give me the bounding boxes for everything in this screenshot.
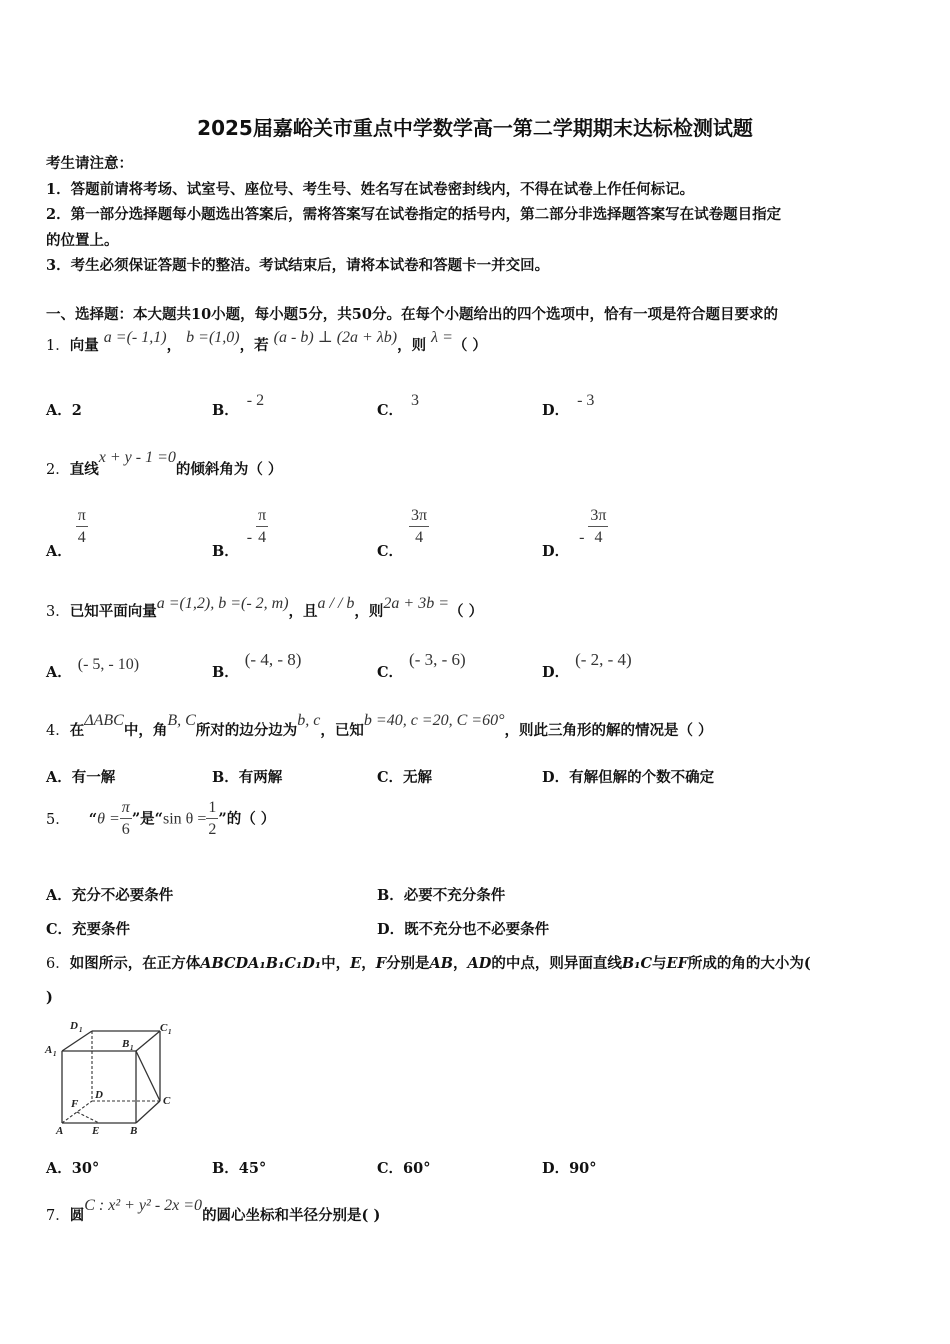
fraction [409,506,429,549]
option-label: C． [377,769,404,786]
math-expr: EF [666,955,688,972]
option-value: - 2 [246,392,265,409]
option-label: B． [212,402,239,419]
option-label: D． [542,542,570,560]
option-value: 有两解 [238,769,283,786]
option-value: (- 3, - 6) [409,650,466,669]
q-text: ， [453,955,468,972]
option-label: A． [46,402,72,419]
option-label: D． [377,921,405,938]
math-expr: θ = [97,810,120,828]
option-value: 60° [403,1160,431,1177]
option-d[interactable] [542,766,714,787]
option-label: B． [212,1160,239,1177]
q-text: 的圆心坐标和半径分别是( ) [202,1207,381,1224]
fraction [120,798,132,841]
q-text: ，且 [288,603,318,620]
segment-ef [77,1112,99,1123]
option-c[interactable] [46,918,130,939]
math-expr: B₁C [621,955,653,972]
label-sub: 1 [79,1026,83,1034]
cube-figure [40,1015,190,1140]
q-text: ，则 [397,337,427,354]
question-1 [46,329,487,355]
option-a[interactable] [46,656,140,682]
option-label: C． [377,402,404,419]
numerator: π [76,506,88,527]
math-expr: F [375,955,387,972]
label-e: E [92,1125,100,1137]
option-b[interactable] [212,506,268,560]
math-expr: AB [429,955,454,972]
option-b[interactable] [212,1157,266,1178]
sign: - [579,528,585,546]
question-3 [46,595,484,621]
option-label: C． [46,921,73,938]
option-c[interactable] [377,392,420,420]
option-value: (- 5, - 10) [77,656,140,673]
denominator: 4 [77,529,86,546]
fraction [206,798,218,841]
option-value: 既不充分也不必要条件 [404,921,550,938]
math-expr: b =40, c =20, C =60° [363,712,505,729]
math-expr: E [350,955,362,972]
option-d[interactable] [542,650,632,682]
option-value: - 3 [577,392,595,409]
q-text: 已知平面向量 [69,603,157,620]
label-d1: D [70,1020,78,1032]
option-value: 无解 [403,769,433,786]
label-c: C [163,1095,171,1107]
q-text: 与 [652,955,667,972]
option-c[interactable] [377,650,466,682]
label-d: D [95,1089,103,1101]
q-text: 中， [321,955,351,972]
edge [136,1101,160,1123]
option-d[interactable] [542,506,608,560]
notice-line-3: 3．考生必须保证答题卡的整洁。考试结束后，请将本试卷和答题卡一并交回。 [46,257,550,274]
option-label: A． [46,542,72,560]
denominator: 4 [594,529,603,546]
question-number: 2． [46,462,70,478]
math-expr: λ = [431,329,453,346]
math-expr: a =(1,2), b =(- 2, m) [156,595,289,612]
option-label: A． [46,1160,72,1177]
option-b[interactable] [212,766,282,787]
notice-line-1: 1．答题前请将考场、试室号、座位号、考生号、姓名写在试卷密封线内，不得在试卷上作任何标记。 [46,181,695,198]
option-value: 充分不必要条件 [71,887,174,904]
option-label: B． [212,542,239,560]
numerator: 3π [409,506,429,527]
math-expr: b =(1,0) [186,329,240,346]
option-a[interactable] [46,506,88,560]
option-label: B． [212,664,239,681]
fraction [76,506,88,549]
q-text: 在 [69,722,85,739]
q-text: 直线 [69,461,99,478]
q-text: 圆 [69,1207,85,1224]
denominator: 4 [415,529,424,546]
q-text: 向量 [69,337,99,354]
q-text: ， [361,955,376,972]
option-c[interactable] [377,506,429,560]
q-text: ，已知 [320,722,364,739]
label-sub: 1 [53,1050,57,1058]
option-value: 90° [569,1160,597,1177]
option-label: D． [542,402,570,419]
question-number: 7． [46,1208,70,1224]
option-a[interactable] [46,399,82,420]
label-sub: 1 [130,1044,134,1052]
q-text: “ [88,810,98,828]
option-value: 45° [238,1160,267,1177]
option-label: A． [46,887,72,904]
option-c[interactable] [377,1157,430,1178]
math-expr: C : x² + y² - 2x =0 [84,1197,203,1214]
math-expr: (a - b) ⊥ (2a + λb) [273,329,398,346]
fraction [588,506,608,549]
option-label: A． [46,769,72,786]
denominator: 2 [208,821,217,838]
option-b[interactable] [377,884,505,905]
label-c1: C [160,1022,168,1034]
option-value: 2 [71,402,82,419]
option-value: 充要条件 [72,921,131,938]
q-text: 所成的角的大小为( [687,955,811,972]
question-number: 3． [46,604,70,620]
q-text: 的倾斜角为（ ） [175,461,283,478]
option-value: 30° [71,1160,100,1177]
option-label: B． [377,887,404,904]
notice-heading: 考生请注意： [46,155,133,172]
question-number: 4． [46,723,70,739]
q-text: ，则此三角形的解的情况是（ ） [504,722,713,739]
option-label: D． [542,664,570,681]
math-expr: a =(- 1,1) [103,329,167,346]
math-expr: sin θ = [163,810,207,828]
q-text: ”的（ ） [218,810,276,828]
label-sub: 1 [168,1028,172,1036]
math-expr: AD [467,955,492,972]
option-label: B． [212,769,239,786]
q-text: ，则 [354,603,384,620]
q-text: 如图所示，在正方体 [69,955,201,972]
option-d[interactable] [542,1157,597,1178]
option-value: (- 2, - 4) [575,650,632,669]
option-value: 有一解 [71,769,116,786]
option-a[interactable] [46,766,115,787]
q-text: ， [166,337,182,354]
math-expr: B, C [167,712,196,729]
q-text: ，若 [239,337,269,354]
denominator: 6 [121,821,130,838]
math-expr: a / / b [317,595,355,612]
question-6 [46,952,811,973]
option-b[interactable] [212,392,265,420]
numerator: 1 [206,798,218,819]
sign: - [246,528,253,546]
question-2 [46,449,283,479]
option-label: C． [377,1160,404,1177]
diagonal-b1c [136,1051,160,1101]
option-label: D． [542,1160,570,1177]
option-b[interactable] [212,650,302,682]
q-text: 分别是 [386,955,430,972]
q-text: 中，角 [123,722,168,739]
question-number: 1． [46,338,70,354]
label-a: A [56,1125,64,1137]
numerator: π [120,798,132,819]
label-a1: A [45,1044,53,1056]
option-d[interactable] [542,392,595,420]
label-b: B [130,1125,138,1137]
question-5 [46,798,275,841]
option-value: 必要不充分条件 [403,887,506,904]
label-b1: B [122,1038,130,1050]
math-expr: ΔABC [84,712,124,729]
label-f: F [71,1098,79,1110]
option-a[interactable] [46,884,173,905]
question-6-close: ) [46,989,53,1006]
numerator: π [256,506,268,527]
fraction [256,506,268,549]
math-expr: x + y - 1 =0 [98,449,176,466]
option-value: 3 [411,392,420,409]
option-d[interactable] [377,918,549,939]
option-label: D． [542,769,570,786]
option-value: 有解但解的个数不确定 [569,769,715,786]
page-title: 2025届嘉峪关市重点中学数学高一第二学期期末达标检测试题 [197,116,753,140]
section-heading: 一、选择题：本大题共10小题，每小题5分，共50分。在每个小题给出的四个选项中，恰有一项是符合题目要求的 [46,306,778,323]
numerator: 3π [588,506,608,527]
q-text: 的中点，则异面直线 [491,955,622,972]
question-number: 6． [46,956,70,972]
edge [136,1031,160,1051]
math-expr: ABCDA₁B₁C₁D₁ [200,955,322,972]
option-c[interactable] [377,766,432,787]
edge [62,1031,92,1051]
option-label: C． [377,542,404,560]
q-text: （ ） [449,603,484,620]
question-number: 5． [46,811,70,828]
option-label: A． [46,664,72,681]
option-a[interactable] [46,1157,99,1178]
option-value: (- 4, - 8) [244,650,302,669]
question-4 [46,712,713,740]
question-7 [46,1197,381,1225]
math-expr: 2a + 3b = [383,595,450,612]
q-text: ”是“ [131,810,163,828]
math-expr: b, c [297,712,321,729]
denominator: 4 [258,529,267,546]
notice-line-2-cont: 的位置上。 [46,232,119,249]
q-text: 所对的边分边为 [195,722,298,739]
notice-line-2: 2．第一部分选择题每小题选出答案后，需将答案写在试卷指定的括号内，第二部分非选择题答案写在试卷题目指定 [46,206,782,223]
q-text: （ ） [452,337,487,354]
option-label: C． [377,664,404,681]
